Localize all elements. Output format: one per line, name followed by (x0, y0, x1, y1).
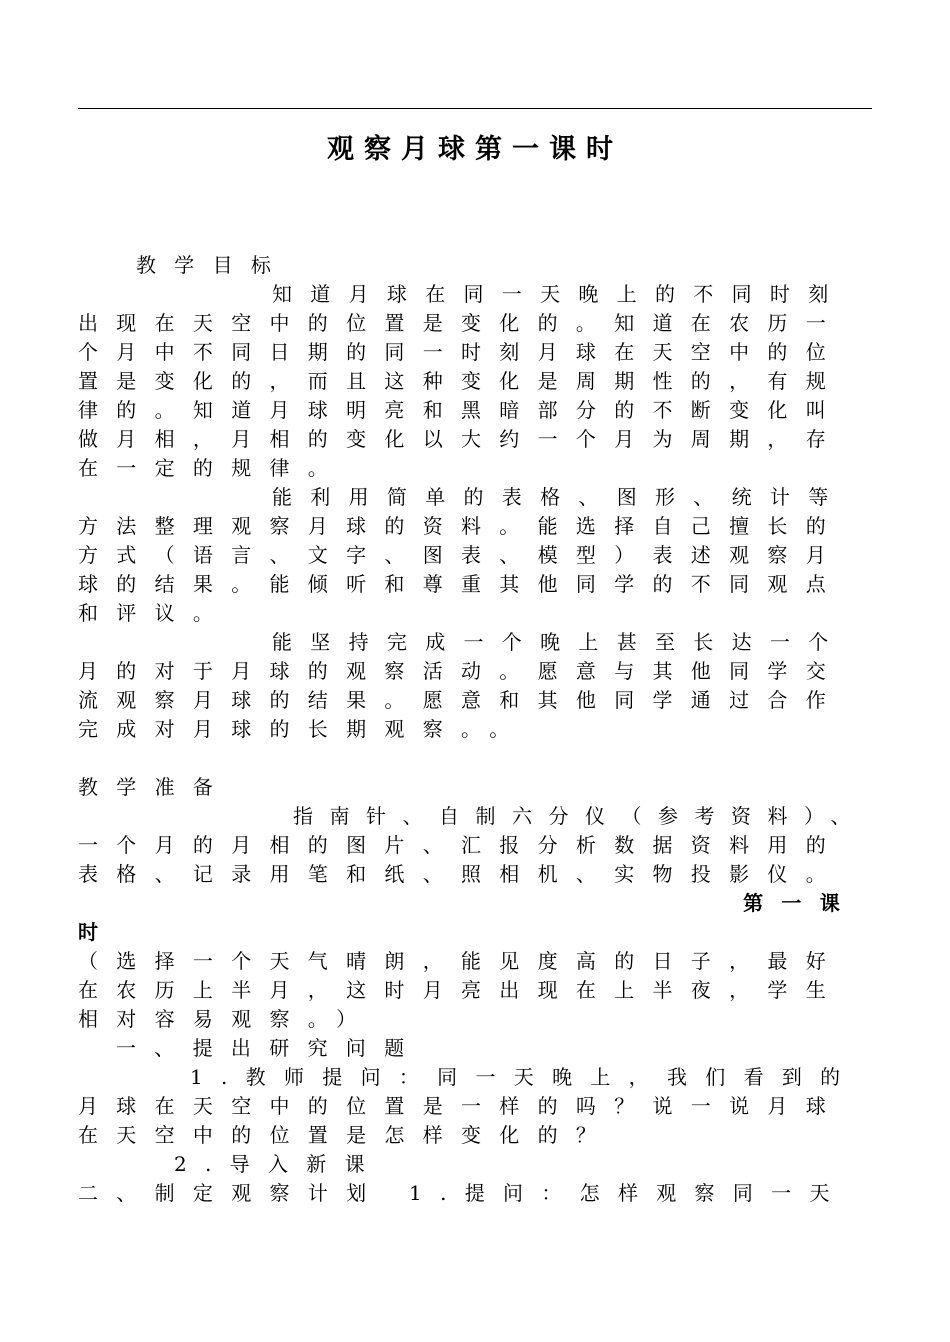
lesson-heading: 第一课 (743, 891, 858, 915)
text-line: 指南针、自制六分仪（参考资料）、 (293, 804, 867, 828)
text-line: 一个月的月相的图片、汇报分析数据资料用的 (78, 833, 844, 857)
step-heading: 一、提出研究问题 (116, 1036, 423, 1060)
text-line: 个月中不同日期的同一时刻月球在天空中的位 (78, 340, 844, 364)
text-line: 月的对于月球的观察活动。愿意与其他同学交 (78, 659, 844, 683)
text-line: 置是变化的，而且这种变化是周期性的，有规 (78, 369, 844, 393)
text-line: 做月相，月相的变化以大约一个月为周期，存 (78, 427, 844, 451)
text-line: 在农历上半月，这时月亮出现在上半夜，学生 (78, 978, 844, 1002)
text-line: 律的。知道月球明亮和黑暗部分的不断变化叫 (78, 398, 844, 422)
text-line: 完成对月球的长期观察。。 (78, 717, 528, 741)
text-line: 月球在天空中的位置是一样的吗？说一说月球 (78, 1094, 844, 1118)
step-heading: 二、制定观察计划 1.提问：怎样观察同一天 (78, 1181, 848, 1205)
section-heading-objectives: 教学目标 (136, 253, 290, 277)
text-line: 1.教师提问：同一天晚上，我们看到的 (190, 1065, 859, 1089)
text-line: 相对容易观察。） (78, 1007, 375, 1031)
lesson-heading-continued: 时 (78, 920, 117, 944)
blank-line (78, 744, 878, 773)
header-rule (78, 108, 872, 109)
document-title: 观察月球第一课时 (327, 134, 623, 165)
text-line: （选择一个天气晴朗，能见度高的日子，最好 (78, 949, 844, 973)
text-line: 球的结果。能倾听和尊重其他同学的不同观点 (78, 572, 844, 596)
text-line: 在天空中的位置是怎样变化的？ (78, 1123, 615, 1147)
text-line: 能利用简单的表格、图形、统计等 (272, 485, 847, 509)
text-line: 方式（语言、文字、图表、模型）表述观察月 (78, 543, 844, 567)
text-line: 方法整理观察月球的资料。能选择自己擅长的 (78, 514, 844, 538)
text-line: 能坚持完成一个晚上甚至长达一个 (272, 630, 847, 654)
text-line: 表格、记录用笔和纸、照相机、实物投影仪。 (78, 862, 844, 886)
text-line: 和评议。 (78, 601, 232, 625)
text-line: 流观察月球的结果。愿意和其他同学通过合作 (78, 688, 844, 712)
section-heading-preparation: 教学准备 (78, 775, 232, 799)
text-line: 在一定的规律。 (78, 456, 347, 480)
text-line: 出现在天空中的位置是变化的。知道在农历一 (78, 311, 844, 335)
document-body (78, 251, 878, 1208)
text-line: 知道月球在同一天晚上的不同时刻 (272, 282, 847, 306)
text-line: 2.导入新课 (174, 1152, 383, 1176)
